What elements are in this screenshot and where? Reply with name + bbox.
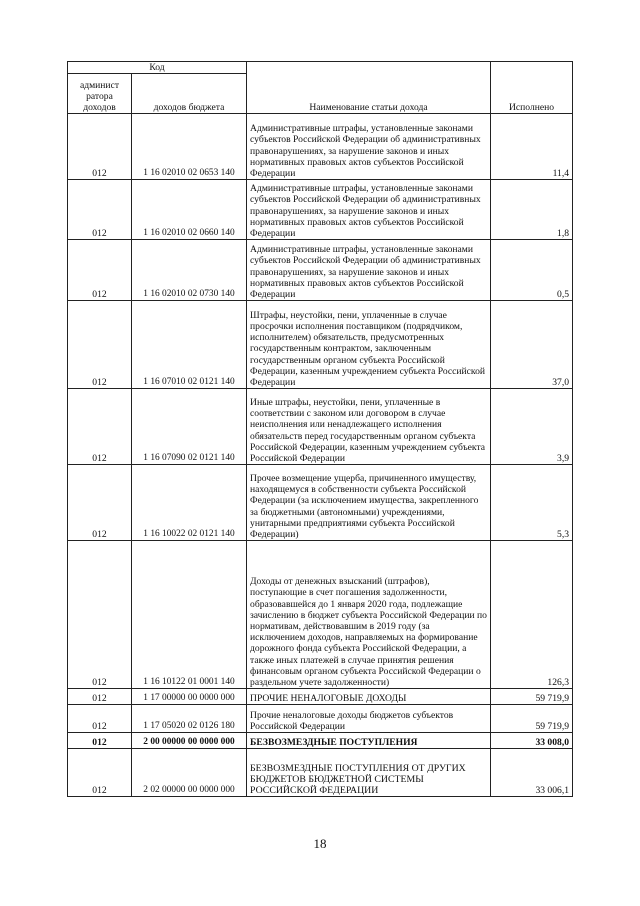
budget-code-cell: 1 16 02010 02 0653 140 bbox=[132, 114, 247, 180]
table-row bbox=[68, 689, 573, 705]
budget-code-cell: 1 16 10122 01 0001 140 bbox=[132, 541, 247, 689]
amount-cell: 5,3 bbox=[491, 465, 573, 541]
table-row bbox=[68, 180, 573, 240]
admin-code-cell: 012 bbox=[68, 733, 132, 749]
admin-code-cell: 012 bbox=[68, 180, 132, 240]
budget-code-cell: 1 16 07090 02 0121 140 bbox=[132, 389, 247, 465]
amount-cell: 37,0 bbox=[491, 301, 573, 389]
table-row bbox=[68, 240, 573, 301]
table-row bbox=[68, 733, 573, 749]
header-row-top bbox=[68, 62, 573, 74]
table-row bbox=[68, 705, 573, 733]
table-row bbox=[68, 541, 573, 689]
header-code-group: Код bbox=[68, 62, 247, 74]
budget-code-cell: 1 16 07010 02 0121 140 bbox=[132, 301, 247, 389]
table-row bbox=[68, 114, 573, 180]
header-name: Наименование статьи дохода bbox=[247, 62, 491, 114]
budget-code-cell: 1 17 05020 02 0126 180 bbox=[132, 705, 247, 733]
item-name-cell: Административные штрафы, установленные законами субъектов Российской Федерации об административных правонарушениях, за нарушение законов и иных нормативных правовых актов субъектов Российской Федерации bbox=[247, 240, 491, 301]
budget-code-cell: 1 16 02010 02 0730 140 bbox=[132, 240, 247, 301]
admin-code-cell: 012 bbox=[68, 301, 132, 389]
item-name-cell: ПРОЧИЕ НЕНАЛОГОВЫЕ ДОХОДЫ bbox=[247, 689, 491, 705]
admin-code-cell: 012 bbox=[68, 240, 132, 301]
amount-cell: 59 719,9 bbox=[491, 705, 573, 733]
table-row bbox=[68, 749, 573, 797]
amount-cell: 59 719,9 bbox=[491, 689, 573, 705]
item-name-cell: Административные штрафы, установленные законами субъектов Российской Федерации об административных правонарушениях, за нарушение законов и иных нормативных правовых актов субъектов Российской Федерации bbox=[247, 180, 491, 240]
header-code: доходов бюджета bbox=[132, 74, 247, 114]
amount-cell: 1,8 bbox=[491, 180, 573, 240]
admin-code-cell: 012 bbox=[68, 749, 132, 797]
budget-code-cell: 1 16 10022 02 0121 140 bbox=[132, 465, 247, 541]
table-row bbox=[68, 465, 573, 541]
item-name-cell: Штрафы, неустойки, пени, уплаченные в случае просрочки исполнения поставщиком (подрядчиком, исполнителем) обязательств, предусмотренных государственным контрактом, заключенным государственным органом субъекта Российской Федерации, казенным учреждением субъекта Российской Федерации bbox=[247, 301, 491, 389]
amount-cell: 11,4 bbox=[491, 114, 573, 180]
page-number: 18 bbox=[313, 836, 327, 851]
header-admin: админист ратора доходов bbox=[68, 74, 132, 114]
budget-code-cell: 2 02 00000 00 0000 000 bbox=[132, 749, 247, 797]
item-name-cell: БЕЗВОЗМЕЗДНЫЕ ПОСТУПЛЕНИЯ ОТ ДРУГИХ БЮДЖЕТОВ БЮДЖЕТНОЙ СИСТЕМЫ РОССИЙСКОЙ ФЕДЕРАЦИИ bbox=[247, 749, 491, 797]
table-row bbox=[68, 389, 573, 465]
admin-code-cell: 012 bbox=[68, 705, 132, 733]
header-amount: Исполнено bbox=[491, 62, 573, 114]
budget-code-cell: 1 16 02010 02 0660 140 bbox=[132, 180, 247, 240]
amount-cell: 33 008,0 bbox=[491, 733, 573, 749]
amount-cell: 0,5 bbox=[491, 240, 573, 301]
budget-code-cell: 1 17 00000 00 0000 000 bbox=[132, 689, 247, 705]
item-name-cell: Прочее возмещение ущерба, причиненного имуществу, находящемуся в собственности субъекта Российской Федерации (за исключением имущества, закрепленного за бюджетными (автономными) учреждениями, унитарными предприятиями субъекта Российской Федерации) bbox=[247, 465, 491, 541]
admin-code-cell: 012 bbox=[68, 114, 132, 180]
item-name-cell: Административные штрафы, установленные законами субъектов Российской Федерации об административных правонарушениях, за нарушение законов и иных нормативных правовых актов субъектов Российской Федерации bbox=[247, 114, 491, 180]
item-name-cell: Доходы от денежных взысканий (штрафов), поступающие в счет погашения задолженности, образовавшейся до 1 января 2020 года, подлежащие зачислению в бюджет субъекта Российской Федерации по нормативам, действовавшим в 2019 году (за исключением доходов, направляемых на формирование дорожного фонда субъекта Российской Федерации, а также иных платежей в случае принятия решения финансовым органом субъекта Российской Федерации о раздельном учете задолженности) bbox=[247, 541, 491, 689]
budget-code-cell: 2 00 00000 00 0000 000 bbox=[132, 733, 247, 749]
item-name-cell: Прочие неналоговые доходы бюджетов субъектов Российской Федерации bbox=[247, 705, 491, 733]
admin-code-cell: 012 bbox=[68, 541, 132, 689]
amount-cell: 33 006,1 bbox=[491, 749, 573, 797]
revenue-table bbox=[67, 61, 573, 797]
admin-code-cell: 012 bbox=[68, 465, 132, 541]
item-name-cell: БЕЗВОЗМЕЗДНЫЕ ПОСТУПЛЕНИЯ bbox=[247, 733, 491, 749]
item-name-cell: Иные штрафы, неустойки, пени, уплаченные в соответствии с законом или договором в случае неисполнения или ненадлежащего исполнения обязательств перед государственным органом субъекта Российской Федерации, казенным учреждением субъекта Российской Федерации bbox=[247, 389, 491, 465]
amount-cell: 126,3 bbox=[491, 541, 573, 689]
admin-code-cell: 012 bbox=[68, 689, 132, 705]
admin-code-cell: 012 bbox=[68, 389, 132, 465]
table-row bbox=[68, 301, 573, 389]
amount-cell: 3,9 bbox=[491, 389, 573, 465]
